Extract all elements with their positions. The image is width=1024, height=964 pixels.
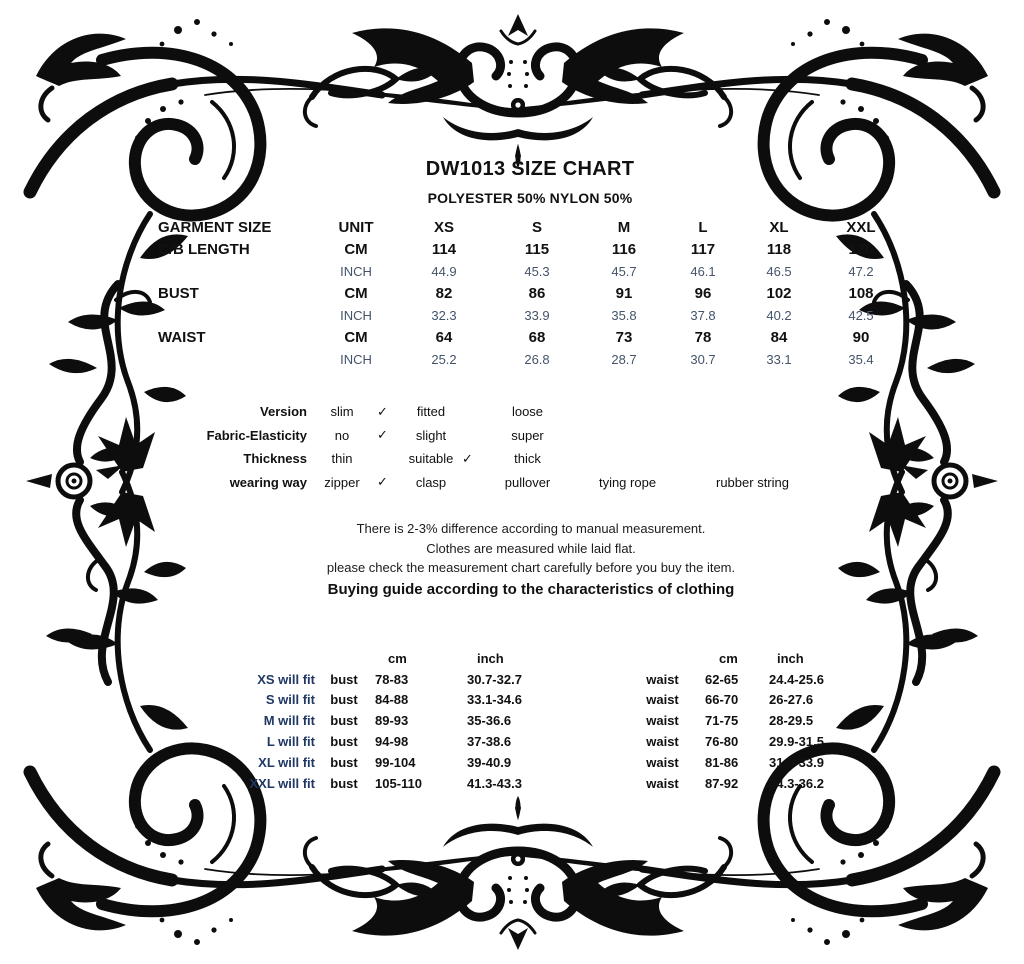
option-label: slight [415, 427, 447, 443]
option-label: thin [331, 451, 353, 467]
row-label [150, 260, 320, 282]
fit-guide-header-row [150, 648, 880, 669]
table-row [150, 304, 900, 326]
row-label: BUST [158, 284, 199, 302]
bust-inch-range: 30.7-32.7 [467, 671, 522, 687]
option-label: loose [511, 404, 544, 420]
waist-inch-range: 24.4-25.6 [769, 671, 824, 687]
waist-label: waist [646, 775, 679, 791]
waist-inch-range: 34.3-36.2 [769, 775, 824, 791]
size-value: 37.8 [690, 307, 716, 323]
unit-cell: INCH [340, 351, 372, 367]
size-value: 114 [431, 240, 457, 258]
option-label: slim [330, 404, 354, 420]
size-value: 40.2 [766, 307, 792, 323]
waist-cm-header: cm [719, 650, 738, 666]
size-value: 35.4 [848, 351, 874, 367]
size-value: 46.1 [690, 263, 716, 279]
bust-cm-header: cm [388, 650, 407, 666]
option-label: zipper [324, 474, 360, 490]
fabric-subtitle: POLYESTER 50% NYLON 50% [427, 190, 633, 206]
size-value: 32.3 [431, 307, 457, 323]
size-value: 115 [524, 240, 550, 258]
waist-label: waist [646, 734, 679, 750]
waist-label: waist [646, 671, 679, 687]
size-value: 33.9 [524, 307, 550, 323]
col-header-m: M [617, 218, 631, 236]
bust-cm-range: 78-83 [375, 671, 409, 687]
col-header-l: L [698, 218, 708, 236]
size-value: 64 [435, 328, 453, 346]
waist-label: waist [646, 692, 679, 708]
option-label: rubber string [716, 474, 789, 490]
characteristic-row-wearing-way [147, 471, 977, 495]
unit-cell: CM [344, 328, 368, 346]
size-value: 116 [611, 240, 637, 258]
note-line: There is 2-3% difference according to manual measurement. [356, 521, 706, 536]
table-row [150, 260, 900, 282]
row-label: WAIST [158, 328, 206, 346]
unit-cell: INCH [340, 307, 372, 323]
option-label: fitted [416, 404, 446, 420]
table-row [150, 348, 900, 370]
fit-size-label: M will fit [263, 713, 315, 729]
fit-guide-row-s [150, 690, 880, 711]
characteristic-label: Thickness [243, 451, 307, 467]
col-header-xxl: XXL [846, 218, 876, 236]
unit-cell: CM [344, 240, 368, 258]
size-chart-table [150, 216, 900, 370]
check-mark-icon: ✓ [462, 450, 473, 466]
size-value: 96 [694, 284, 712, 302]
size-value: 45.3 [524, 263, 550, 279]
bust-label: bust [330, 713, 358, 729]
characteristic-row-version [147, 400, 977, 424]
check-mark-icon: ✓ [377, 427, 388, 443]
characteristic-label: Version [260, 404, 307, 420]
note-line: Clothes are measured while laid flat. [426, 540, 636, 556]
size-value: 42.5 [848, 307, 874, 323]
waist-inch-range: 29.9-31.5 [769, 734, 824, 750]
fit-guide-row-m [150, 710, 880, 731]
waist-cm-range: 81-86 [705, 754, 739, 770]
waist-label: waist [646, 713, 679, 729]
size-value: 47.2 [848, 263, 874, 279]
bust-label: bust [330, 775, 358, 791]
table-row [150, 282, 900, 304]
bust-label: bust [330, 754, 358, 770]
option-label: no [334, 427, 350, 443]
bust-label: bust [330, 734, 358, 750]
size-value: 90 [852, 328, 870, 346]
fit-size-label: XXL will fit [249, 775, 315, 791]
size-table-header-row [150, 216, 900, 238]
size-value: 45.7 [611, 263, 637, 279]
bust-cm-range: 99-104 [375, 754, 416, 770]
size-value: 118 [766, 240, 792, 258]
col-header-s: S [531, 218, 542, 236]
waist-cm-range: 62-65 [705, 671, 739, 687]
col-header-xl: XL [769, 218, 789, 236]
col-header-xs: XS [433, 218, 454, 236]
size-value: 25.2 [431, 351, 457, 367]
size-value: 102 [766, 284, 792, 302]
characteristics-table [147, 400, 977, 494]
fit-size-label: XS will fit [257, 671, 315, 687]
waist-cm-range: 76-80 [705, 734, 739, 750]
option-label: clasp [415, 474, 447, 490]
fit-guide-row-l [150, 731, 880, 752]
waist-label: waist [646, 754, 679, 770]
fit-size-label: S will fit [265, 692, 315, 708]
fit-guide-table [150, 648, 880, 794]
characteristic-row-elasticity [147, 424, 977, 448]
bust-cm-range: 94-98 [375, 734, 409, 750]
waist-cm-range: 71-75 [705, 713, 739, 729]
characteristic-label: Fabric-Elasticity [206, 427, 307, 443]
fit-guide-row-xxl [150, 773, 880, 794]
bust-inch-range: 35-36.6 [467, 713, 512, 729]
size-value: 46.5 [766, 263, 792, 279]
table-row [150, 238, 900, 260]
waist-cm-range: 87-92 [705, 775, 739, 791]
waist-inch-range: 26-27.6 [769, 692, 814, 708]
bust-cm-range: 84-88 [375, 692, 409, 708]
row-label [150, 304, 320, 326]
size-value: 35.8 [611, 307, 637, 323]
fit-guide-row-xs [150, 669, 880, 690]
unit-cell: CM [344, 284, 368, 302]
page-title: DW1013 SIZE CHART [425, 158, 635, 180]
size-value: 44.9 [431, 263, 457, 279]
size-value: 68 [528, 328, 546, 346]
option-label: thick [514, 451, 541, 467]
characteristic-row-thickness [147, 447, 977, 471]
bust-cm-range: 89-93 [375, 713, 409, 729]
bust-label: bust [330, 692, 358, 708]
waist-inch-range: 31.9-33.9 [769, 754, 824, 770]
size-value: 84 [770, 328, 788, 346]
buying-guide-heading: Buying guide according to the characteristics of clothing [327, 580, 735, 598]
size-value: 91 [615, 284, 633, 302]
bust-cm-range: 105-110 [375, 775, 422, 791]
bust-inch-range: 37-38.6 [467, 734, 512, 750]
note-line: please check the measurement chart carefully before you buy the item. [326, 560, 736, 575]
option-label: suitable [408, 451, 454, 467]
size-value: 26.8 [524, 351, 550, 367]
size-value: 117 [690, 240, 716, 258]
waist-inch-header: inch [777, 650, 804, 666]
check-mark-icon: ✓ [377, 403, 388, 419]
size-value: 108 [848, 284, 874, 302]
fit-size-label: XL will fit [258, 754, 315, 770]
measurement-notes [151, 519, 911, 598]
row-label [150, 348, 320, 370]
col-header-unit: UNIT [338, 218, 374, 236]
bust-label: bust [330, 671, 358, 687]
size-value: 78 [694, 328, 712, 346]
size-value: 86 [528, 284, 546, 302]
bust-inch-range: 39-40.9 [467, 754, 512, 770]
unit-cell: INCH [340, 263, 372, 279]
row-label: C/B LENGTH [158, 240, 250, 258]
characteristic-label: wearing way [229, 474, 307, 490]
waist-inch-range: 28-29.5 [769, 713, 814, 729]
option-label: super [511, 427, 544, 443]
size-value: 28.7 [611, 351, 637, 367]
fit-guide-row-xl [150, 752, 880, 773]
size-value: 82 [435, 284, 453, 302]
title-block [150, 158, 910, 206]
bust-inch-range: 41.3-43.3 [467, 775, 522, 791]
check-mark-icon: ✓ [377, 474, 388, 490]
bust-inch-range: 33.1-34.6 [467, 692, 522, 708]
option-label: tying rope [598, 474, 657, 490]
fit-size-label: L will fit [266, 734, 315, 750]
size-value: 30.7 [690, 351, 716, 367]
table-row [150, 326, 900, 348]
waist-cm-range: 66-70 [705, 692, 739, 708]
size-value: 33.1 [766, 351, 792, 367]
col-header-garment-size: GARMENT SIZE [158, 218, 272, 236]
size-value: 73 [615, 328, 633, 346]
bust-inch-header: inch [477, 650, 504, 666]
option-label: pullover [504, 474, 551, 490]
size-value: 120 [848, 240, 874, 258]
